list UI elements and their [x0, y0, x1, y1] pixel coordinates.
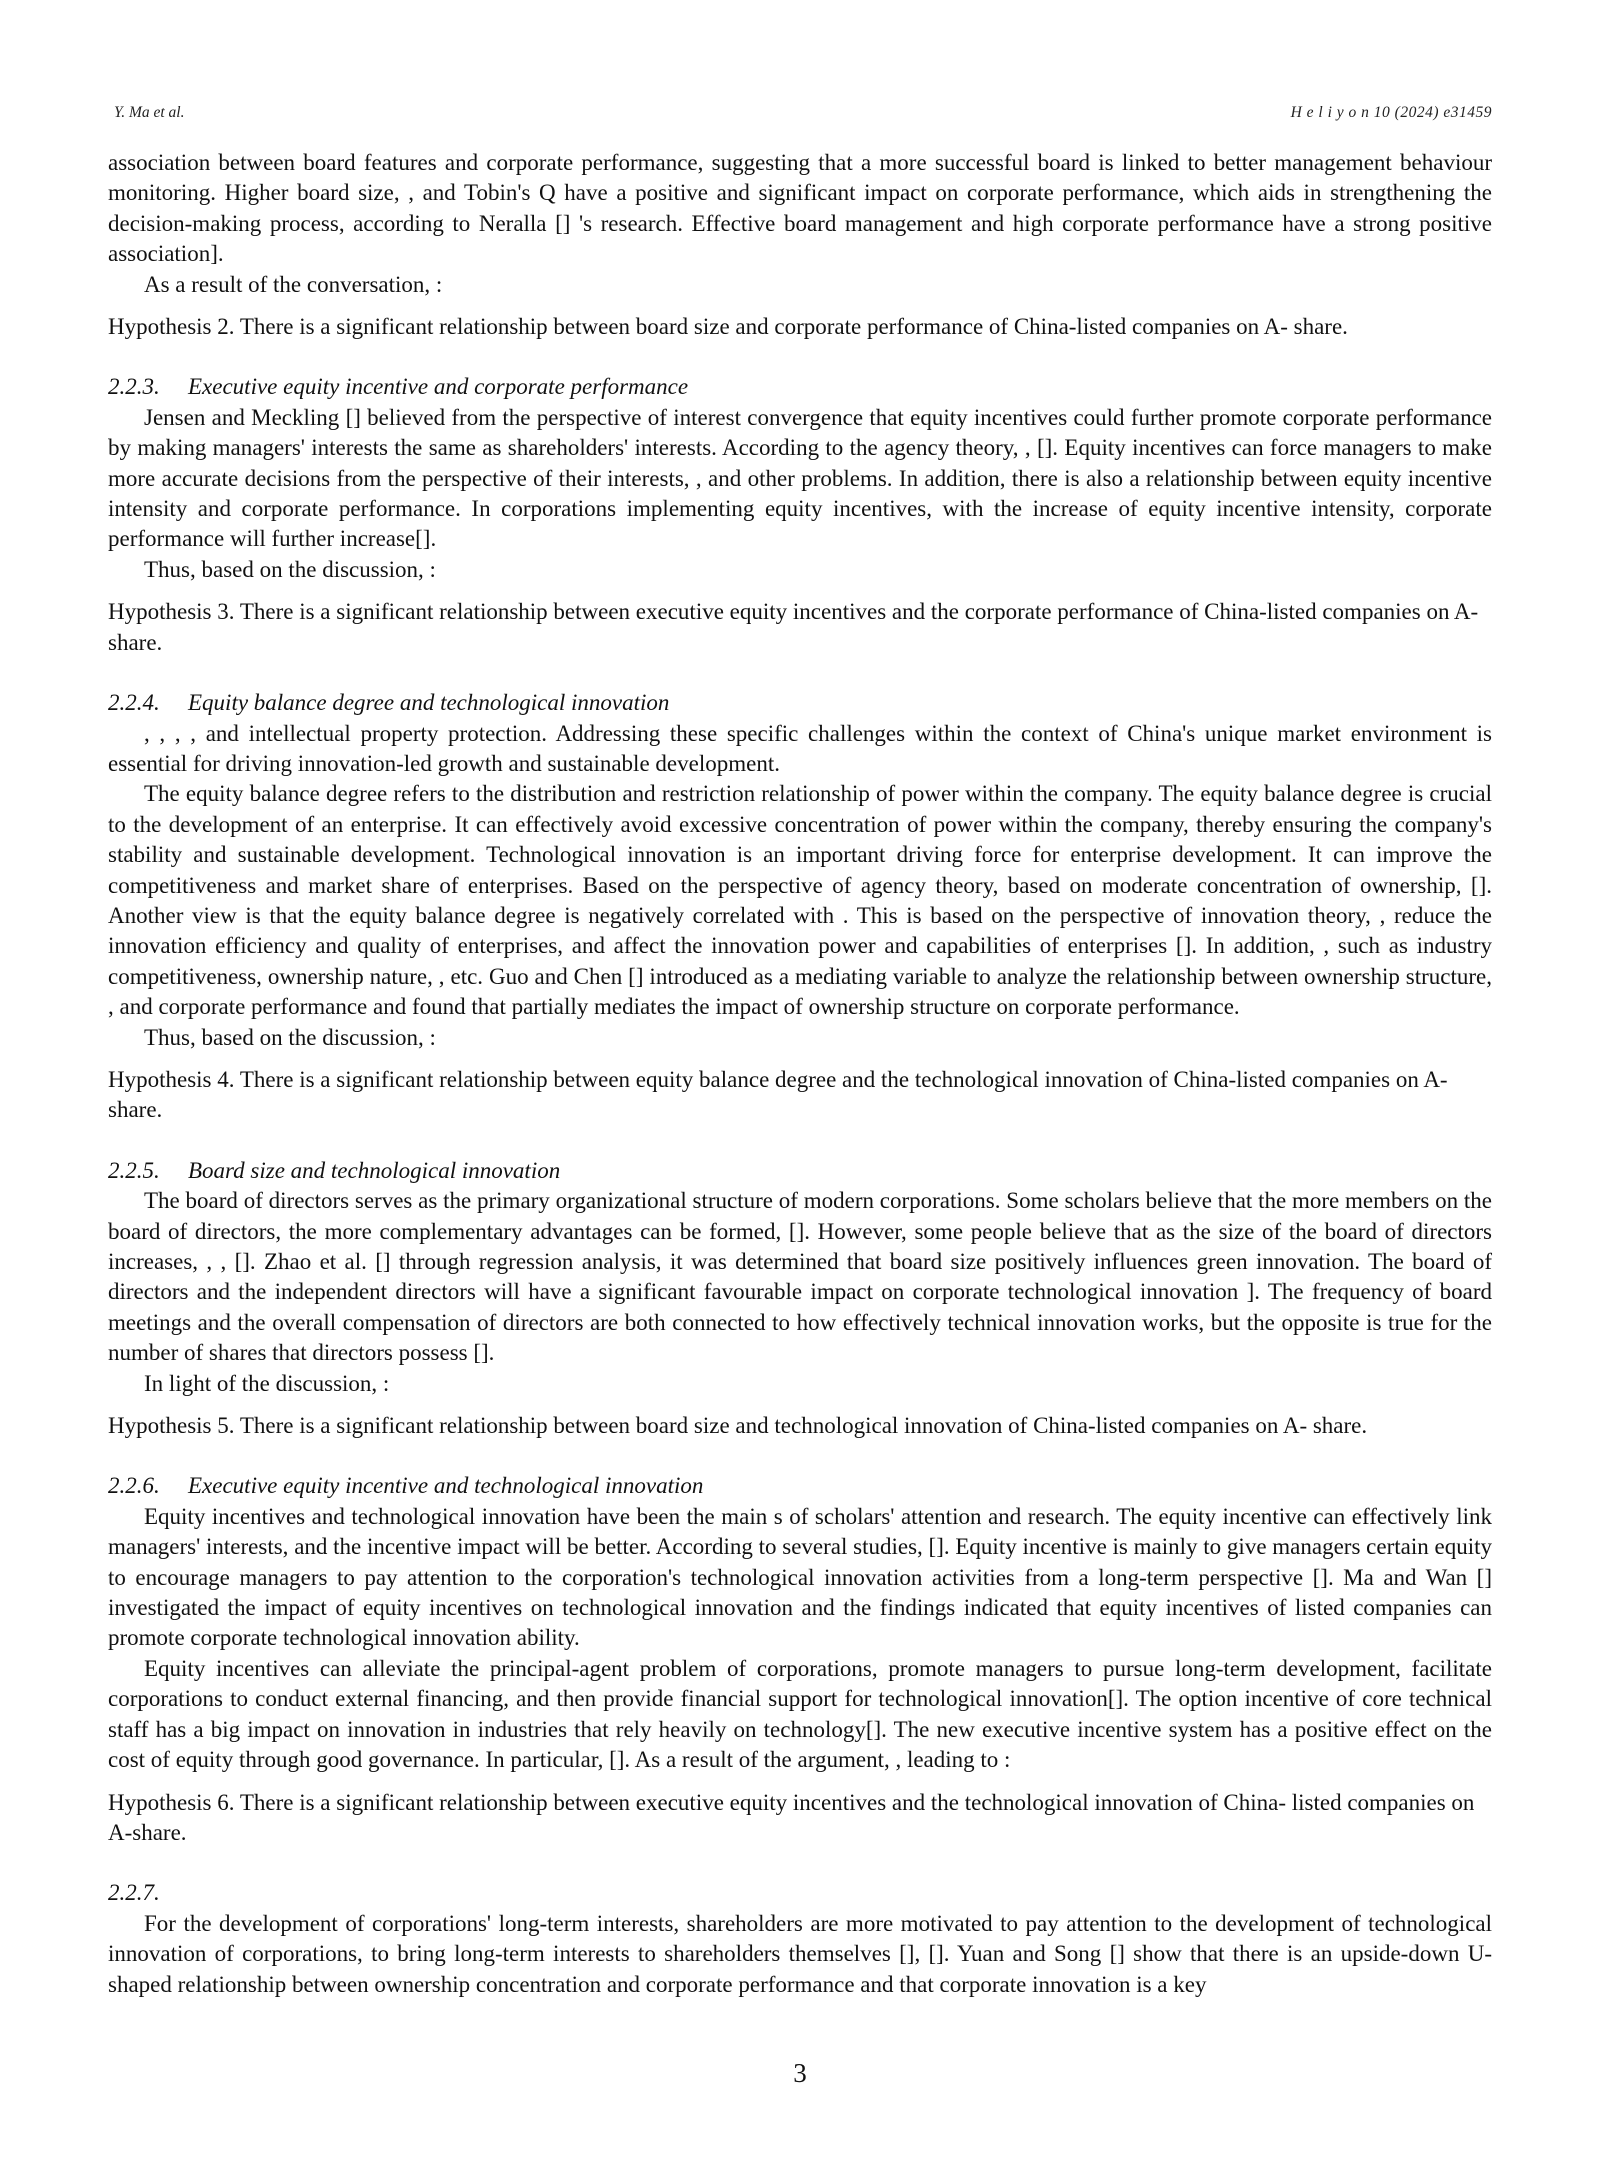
section-heading	[108, 1156, 1492, 1186]
paragraph: In light of the discussion, :	[144, 1370, 390, 1396]
section-heading	[108, 688, 1492, 718]
section-heading	[108, 1471, 1492, 1501]
paragraph: Thus, based on the discussion, :	[144, 1024, 436, 1050]
section-heading	[108, 372, 1492, 402]
section-title: Equity balance degree and technological innovation	[188, 690, 670, 716]
paragraph: , , , , and intellectual property protection. Addressing these specific challenges within the context of China's unique market environment is essential for driving innovation-led growth and sustainable development.	[108, 720, 1492, 776]
section-number: 2.2.6.	[108, 1473, 160, 1499]
header-journal: H e l i y o n 10 (2024) e31459	[1290, 104, 1492, 121]
section-title: Executive equity incentive and technological innovation	[188, 1473, 704, 1499]
body-text	[108, 148, 1492, 2000]
hypothesis: Hypothesis 4. There is a significant relationship between equity balance degree and the technological innovation of China-listed companies on A-share.	[108, 1066, 1448, 1123]
paragraph: As a result of the conversation, :	[144, 271, 443, 297]
hypothesis: Hypothesis 5. There is a significant relationship between board size and technological innovation of China-listed companies on A- share.	[108, 1413, 1368, 1439]
header-authors: Y. Ma et al.	[114, 104, 185, 121]
hypothesis: Hypothesis 3. There is a significant relationship between executive equity incentives and the corporate performance of China-listed companies on A-share.	[108, 599, 1479, 655]
hypothesis: Hypothesis 2. There is a significant relationship between board size and corporate performance of China-listed companies on A- share.	[108, 314, 1348, 340]
paragraph: Equity incentives can alleviate the principal-agent problem of corporations, promote managers to pursue long-term development, facilitate corporations to conduct external financing, and then provide financial support for technological innovation[]. The option incentive of core technical staff has a big impact on innovation in industries that rely heavily on technology[]. The new executive incentive system has a positive effect on the cost of equity through good governance. In particular, []. As a result of the argument, , leading to :	[108, 1655, 1492, 1773]
section-number: 2.2.7.	[108, 1880, 160, 1906]
paragraph: Jensen and Meckling [] believed from the perspective of interest convergence that equity incentives could further promote corporate performance by making managers' interests the same as shareholders' interests. According to the agency theory, , []. Equity incentives can force managers to make more accurate decisions from the perspective of their interests, , and other problems. In addition, there is also a relationship between equity incentive intensity and corporate performance. In corporations implementing equity incentives, with the increase of equity incentive intensity, corporate performance will further increase[].	[108, 404, 1492, 552]
section-heading	[108, 1878, 1492, 1908]
page-number: 3	[793, 2058, 807, 2088]
paragraph: The equity balance degree refers to the distribution and restriction relationship of power within the company. The equity balance degree is crucial to the development of an enterprise. It can effectively avoid excessive concentration of power within the company, thereby ensuring the company's stability and sustainable development. Technological innovation is an important driving force for enterprise development. It can improve the competitiveness and market share of enterprises. Based on the perspective of agency theory, based on moderate concentration of ownership, []. Another view is that the equity balance degree is negatively correlated with . This is based on the perspective of innovation theory, , reduce the innovation efficiency and quality of enterprises, and affect the innovation power and capabilities of enterprises []. In addition, , such as industry competitiveness, ownership nature, , etc. Guo and Chen [] introduced as a mediating variable to analyze the relationship between ownership structure, , and corporate performance and found that partially mediates the impact of ownership structure on corporate performance.	[108, 781, 1492, 1020]
hypothesis: Hypothesis 6. There is a significant relationship between executive equity incentives and the technological innovation of China- listed companies on A-share.	[108, 1789, 1475, 1845]
paragraph: For the development of corporations' long-term interests, shareholders are more motivated to pay attention to the development of technological innovation of corporations, to bring long-term interests to shareholders themselves [], []. Yuan and Song [] show that there is an upside-down U-shaped relationship between ownership concentration and corporate performance and that corporate innovation is a key	[108, 1910, 1492, 1997]
section-number: 2.2.4.	[108, 690, 160, 716]
section-number: 2.2.5.	[108, 1157, 160, 1183]
section-title: Board size and technological innovation	[188, 1157, 561, 1183]
section-title: Executive equity incentive and corporate performance	[188, 374, 689, 400]
paragraph: association between board features and corporate performance, suggesting that a more successful board is linked to better management behaviour monitoring. Higher board size, , and Tobin's Q have a positive and significant impact on corporate performance, which aids in strengthening the decision-making process, according to Neralla [] 's research. Effective board management and high corporate performance have a strong positive association].	[108, 150, 1492, 267]
paragraph: Equity incentives and technological innovation have been the main s of scholars' attention and research. The equity incentive can effectively link managers' interests, and the incentive impact will be better. According to several studies, []. Equity incentive is mainly to give managers certain equity to encourage managers to pay attention to the corporation's technological innovation activities from a long-term perspective []. Ma and Wan [] investigated the impact of equity incentives on technological innovation and the findings indicated that equity incentives of listed companies can promote corporate technological innovation ability.	[108, 1503, 1492, 1651]
paragraph: The board of directors serves as the primary organizational structure of modern corporations. Some scholars believe that the more members on the board of directors, the more complementary advantages can be formed, []. However, some people believe that as the size of the board of directors increases, , , []. Zhao et al. [] through regression analysis, it was determined that board size positively influences green innovation. The board of directors and the independent directors will have a significant favourable impact on corporate technological innovation ]. The frequency of board meetings and the overall compensation of directors are both connected to how effectively technical innovation works, but the opposite is true for the number of shares that directors possess [].	[108, 1188, 1492, 1366]
running-header	[114, 98, 1492, 128]
section-number: 2.2.3.	[108, 374, 160, 400]
paragraph: Thus, based on the discussion, :	[144, 556, 436, 582]
